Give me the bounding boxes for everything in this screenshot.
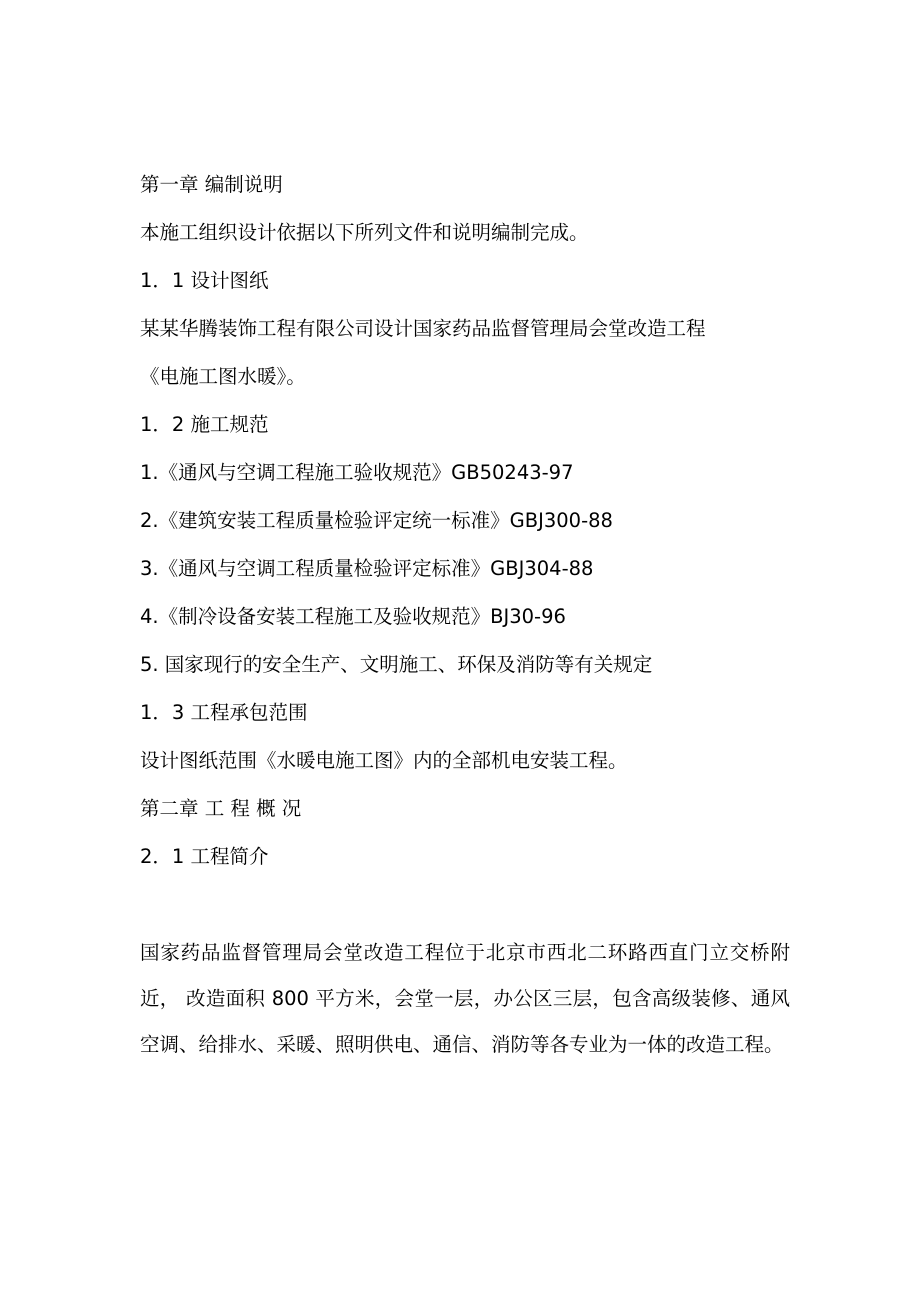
spec-list-item: 1.《通风与空调工程施工验收规范》GB50243-97 <box>140 461 574 484</box>
section-1-1-text-line1: 某某华腾装饰工程有限公司设计国家药品监督管理局会堂改造工程 <box>140 317 706 340</box>
intro-text: 本施工组织设计依据以下所列文件和说明编制完成。 <box>140 221 589 244</box>
section-1-3-heading: 1．3 工程承包范围 <box>140 701 308 724</box>
section-1-3-text: 设计图纸范围《水暖电施工图》内的全部机电安装工程。 <box>140 749 628 772</box>
section-1-1-text-line2: 《电施工图水暖》。 <box>140 365 306 388</box>
spec-list-item: 2.《建筑安装工程质量检验评定统一标准》GBJ300-88 <box>140 509 613 532</box>
spec-list-item: 3.《通风与空调工程质量检验评定标准》GBJ304-88 <box>140 557 594 580</box>
spec-list-item: 4.《制冷设备安装工程施工及验收规范》BJ30-96 <box>140 605 566 628</box>
chapter-1-title: 第一章 编制说明 <box>140 173 283 196</box>
chapter-2-title: 第二章 工 程 概 况 <box>140 797 302 820</box>
section-1-2-heading: 1．2 施工规范 <box>140 413 269 436</box>
spec-list-item: 5. 国家现行的安全生产、文明施工、环保及消防等有关规定 <box>140 653 653 676</box>
project-description-paragraph: 国家药品监督管理局会堂改造工程位于北京市西北二环路西直门立交桥附近， 改造面积 800 平方米，会堂一层，办公区三层，包含高级装修、通风空调、给排水、采暖、照明供电、通信、消防等各专业为一体的改造工程。 <box>140 941 790 1056</box>
section-2-1-heading: 2．1 工程简介 <box>140 845 269 868</box>
section-1-1-heading: 1．1 设计图纸 <box>140 269 269 292</box>
